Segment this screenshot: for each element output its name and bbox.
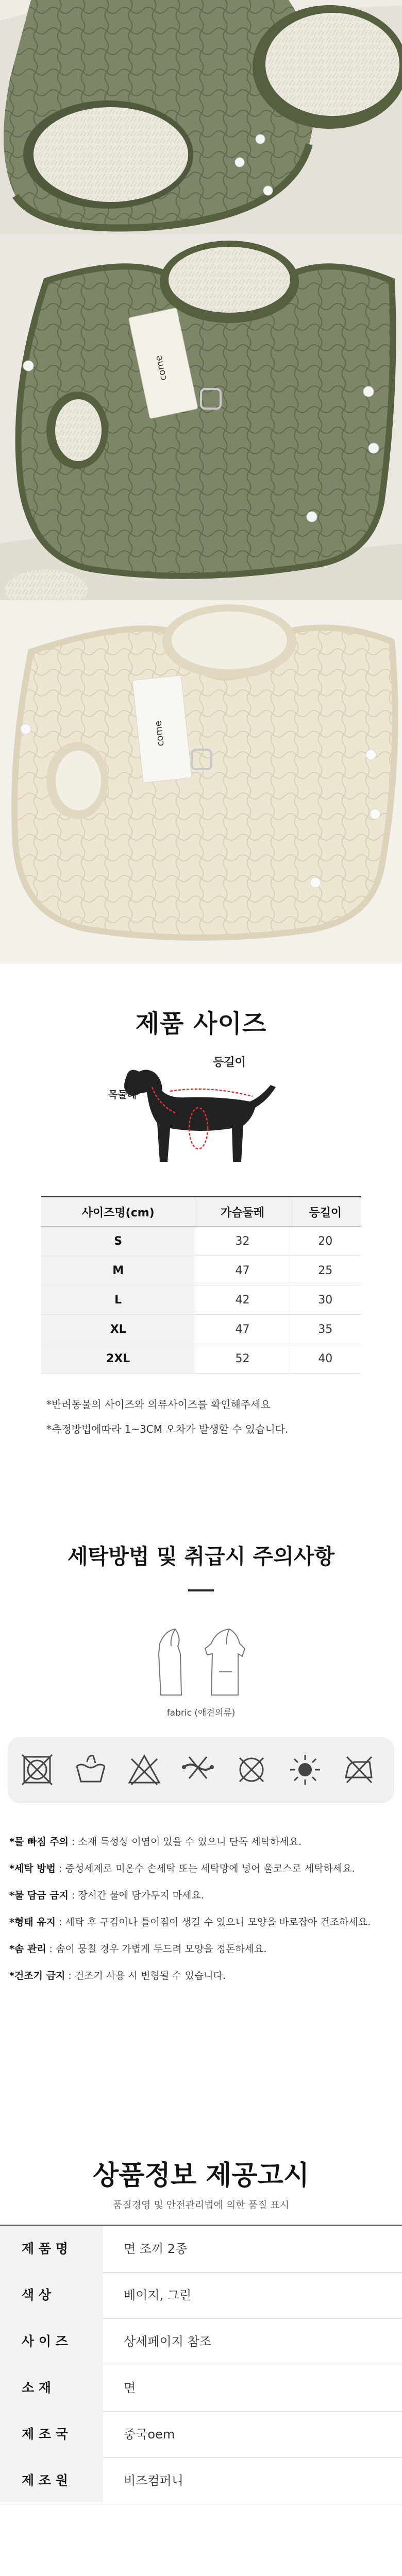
info-key: 제 조 원 xyxy=(0,2458,103,2504)
info-row-size xyxy=(0,2318,402,2365)
table-row xyxy=(41,1285,361,1315)
info-key: 색 상 xyxy=(0,2272,103,2318)
size-note: *측정방법에따라 1~3CM 오차가 발생할 수 있습니다. xyxy=(46,1423,289,1435)
info-section-title: 상품정보 제공고시 xyxy=(93,2160,309,2191)
svg-text:come: come xyxy=(153,354,169,382)
size-name: S xyxy=(41,1227,195,1256)
table-row xyxy=(41,1227,361,1256)
chest-value: 52 xyxy=(195,1344,290,1374)
care-item: *솜 관리 : 솜이 뭉칠 경우 가볍게 두드려 모양을 정돈하세요. xyxy=(9,1943,267,1955)
chest-value: 32 xyxy=(195,1227,290,1256)
info-row-product-name xyxy=(0,2226,402,2273)
info-key: 사 이 즈 xyxy=(0,2318,103,2365)
header-size: 사이즈명(cm) xyxy=(41,1197,195,1227)
care-symbols-bar xyxy=(8,1737,394,1803)
product-photo-green-top xyxy=(0,0,402,234)
header-back: 등길이 xyxy=(290,1197,361,1227)
size-section-title: 제품 사이즈 xyxy=(135,1009,267,1038)
back-value: 40 xyxy=(290,1344,361,1374)
info-key: 소 재 xyxy=(0,2365,103,2411)
back-value: 25 xyxy=(290,1256,361,1285)
care-item: *형태 유지 : 세탁 후 구김이나 틀어짐이 생길 수 있으니 모양을 바로잡아 건조하세요. xyxy=(9,1917,371,1928)
info-row-country xyxy=(0,2411,402,2458)
size-name: L xyxy=(41,1285,195,1315)
back-value: 35 xyxy=(290,1315,361,1344)
info-value: 면 조끼 2종 xyxy=(124,2242,188,2256)
size-table xyxy=(41,1196,361,1374)
info-value: 베이지, 그린 xyxy=(124,2288,192,2302)
hoodie-illustration xyxy=(149,1623,253,1700)
info-key: 제 조 국 xyxy=(0,2411,103,2458)
size-note: *반려동물의 사이즈와 의류사이즈를 확인해주세요 xyxy=(46,1398,271,1411)
info-value: 비즈컴퍼니 xyxy=(124,2473,183,2488)
care-section-title: 세탁방법 및 취급시 주의사항 xyxy=(67,1544,335,1569)
info-value: 면 xyxy=(124,2381,136,2395)
chest-value: 47 xyxy=(195,1256,290,1285)
size-name: XL xyxy=(41,1315,195,1344)
dry-in-shade-icon xyxy=(287,1752,323,1788)
back-value: 30 xyxy=(290,1285,361,1315)
label-neck: 목둘레 xyxy=(108,1089,137,1100)
no-tumble-dry-icon xyxy=(19,1752,55,1788)
info-row-manufacturer xyxy=(0,2458,402,2504)
table-row xyxy=(41,1315,361,1344)
no-bleach-icon xyxy=(126,1752,162,1788)
no-dry-clean-icon xyxy=(233,1752,270,1788)
no-iron-icon xyxy=(341,1752,377,1788)
info-value: 상세페이지 참조 xyxy=(124,2334,211,2349)
chest-value: 42 xyxy=(195,1285,290,1315)
fabric-caption: fabric (애견의류) xyxy=(166,1708,236,1718)
label-chest: 가슴둘레 xyxy=(198,1100,243,1113)
product-photo-beige-tag xyxy=(0,600,402,963)
info-section-subtitle: 품질경영 및 안전관리법에 의한 품질 표시 xyxy=(112,2199,290,2211)
info-key: 제 품 명 xyxy=(0,2226,103,2272)
care-item: *건조기 금지 : 건조기 사용 시 변형될 수 있습니다. xyxy=(9,1970,226,1981)
size-name: M xyxy=(41,1256,195,1285)
size-table-header xyxy=(41,1197,361,1227)
table-row xyxy=(41,1256,361,1285)
label-back-length: 등길이 xyxy=(213,1056,246,1069)
svg-text:come: come xyxy=(153,720,166,747)
size-name: 2XL xyxy=(41,1344,195,1374)
header-chest: 가슴둘레 xyxy=(195,1197,290,1227)
table-row xyxy=(41,1344,361,1374)
info-value: 중국oem xyxy=(124,2427,175,2442)
care-item: *세탁 방법 : 중성세제로 미온수 손세탁 또는 세탁망에 넣어 울코스로 세탁하세요. xyxy=(9,1863,355,1874)
product-photo-green-tag xyxy=(0,234,402,600)
back-value: 20 xyxy=(290,1227,361,1256)
no-wring-icon xyxy=(180,1752,216,1788)
info-row-material xyxy=(0,2365,402,2412)
care-item: *물 빠짐 주의 : 소재 특성상 이염이 있을 수 있으니 단독 세탁하세요. xyxy=(9,1836,302,1848)
divider xyxy=(188,1589,214,1591)
info-row-color xyxy=(0,2272,402,2319)
care-item: *물 담금 금지 : 장시간 물에 담가두지 마세요. xyxy=(9,1890,204,1901)
chest-value: 47 xyxy=(195,1315,290,1344)
hand-wash-icon xyxy=(73,1752,109,1788)
